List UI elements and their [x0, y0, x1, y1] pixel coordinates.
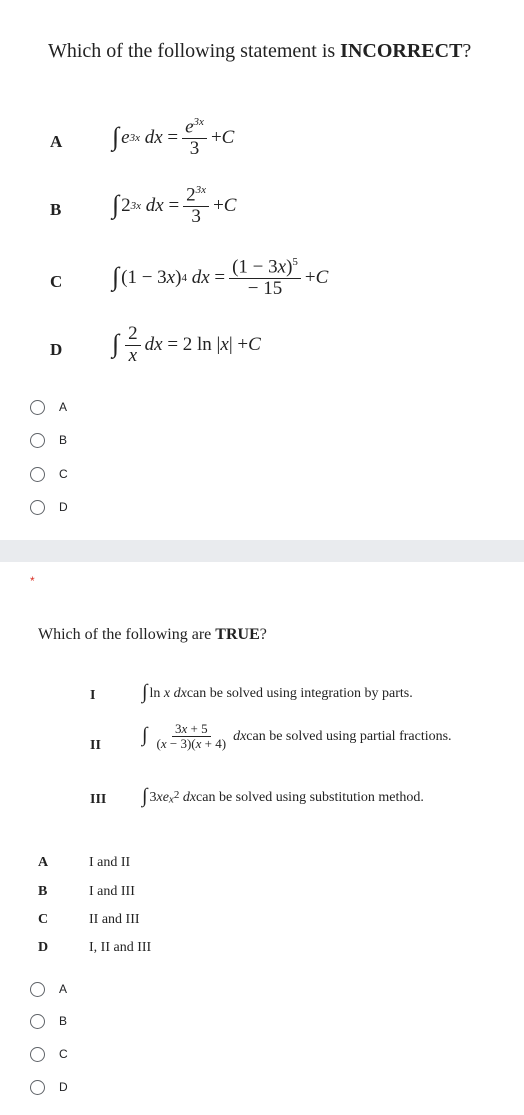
question-1-title — [48, 40, 471, 63]
option-b-letter: B — [50, 200, 62, 219]
radio-label: D — [59, 1080, 68, 1094]
statement-2-number: II — [90, 738, 101, 753]
radio-circle[interactable] — [30, 1014, 45, 1029]
answer-b-letter: B — [38, 884, 48, 899]
answer-d-letter: D — [38, 940, 49, 955]
statement-2-text: can be solved using partial fractions. — [246, 728, 452, 744]
radio-circle[interactable] — [30, 433, 45, 448]
radio-option-c[interactable] — [30, 463, 68, 485]
radio-label: C — [59, 1047, 68, 1061]
radio-label: C — [59, 467, 68, 481]
option-d-formula: ∫ $\frac{2}{x}$ dx = 2 ln | x | + C — [112, 323, 261, 366]
radio-option-d[interactable] — [30, 496, 68, 518]
option-c-formula: ∫ (1 − 3 x ) 4 dx = $\frac{(1 - 3x)^5}{- 15}$ + C — [112, 256, 329, 300]
radio-circle[interactable] — [30, 1080, 45, 1095]
option-c-letter: C — [50, 272, 63, 291]
option-a-letter: A — [50, 132, 63, 151]
option-b-formula: ∫ 2 3x dx = $\frac{2^{3x}}{3}$ + C — [112, 184, 237, 228]
radio-circle[interactable] — [30, 467, 45, 482]
statement-3: ∫ 3 xe $x^2$ dx can be solved using substitution method. — [142, 785, 424, 807]
statement-1-number: I — [90, 688, 96, 703]
answer-d-text: I, II and III — [89, 940, 152, 955]
question-1-card — [0, 0, 524, 540]
radio-q2-option-a[interactable] — [30, 978, 67, 1000]
radio-label: D — [59, 500, 68, 514]
card-separator — [0, 540, 524, 562]
radio-q2-option-c[interactable] — [30, 1043, 68, 1065]
radio-label: B — [59, 1014, 68, 1028]
question-2-title-bold: TRUE — [215, 626, 260, 643]
answer-a-text: I and II — [89, 855, 131, 870]
question-1-title-suffix: ? — [462, 40, 472, 62]
question-2-title-suffix: ? — [259, 626, 267, 643]
statement-3-number: III — [90, 792, 107, 807]
answer-b-text: I and III — [89, 884, 135, 899]
answer-a-letter: A — [38, 855, 49, 870]
radio-circle[interactable] — [30, 982, 45, 997]
answer-c-text: II and III — [89, 912, 140, 927]
radio-q2-option-d[interactable] — [30, 1076, 68, 1098]
question-2-title-text: Which of the following are — [38, 626, 216, 643]
statement-3-text: can be solved using substitution method. — [196, 789, 424, 805]
statement-2: ∫ $\frac{3x + 5}{(x - 3)(x + 4)}$ dx can be solved using partial fractions. — [142, 721, 452, 752]
question-2-title — [38, 626, 267, 644]
radio-label: A — [59, 400, 68, 414]
option-d-letter: D — [50, 340, 63, 359]
option-a-formula: ∫ e 3x dx = $\frac{e^{3x}}{3}$ + C — [112, 116, 235, 160]
radio-circle[interactable] — [30, 500, 45, 515]
radio-circle[interactable] — [30, 400, 45, 415]
question-1-title-bold: INCORRECT — [340, 40, 463, 62]
radio-circle[interactable] — [30, 1047, 45, 1062]
radio-q2-option-b[interactable] — [30, 1010, 67, 1032]
required-asterisk: * — [30, 574, 35, 588]
statement-1: ∫ ln x dx can be solved using integration by parts. — [142, 681, 413, 703]
answer-c-letter: C — [38, 912, 49, 927]
question-1-title-text: Which of the following statement is — [48, 40, 341, 62]
radio-option-b[interactable] — [30, 429, 67, 451]
radio-label: A — [59, 982, 68, 996]
statement-1-text: can be solved using integration by parts. — [186, 685, 413, 701]
radio-option-a[interactable] — [30, 396, 67, 418]
question-2-card — [0, 562, 524, 1115]
radio-label: B — [59, 433, 68, 447]
